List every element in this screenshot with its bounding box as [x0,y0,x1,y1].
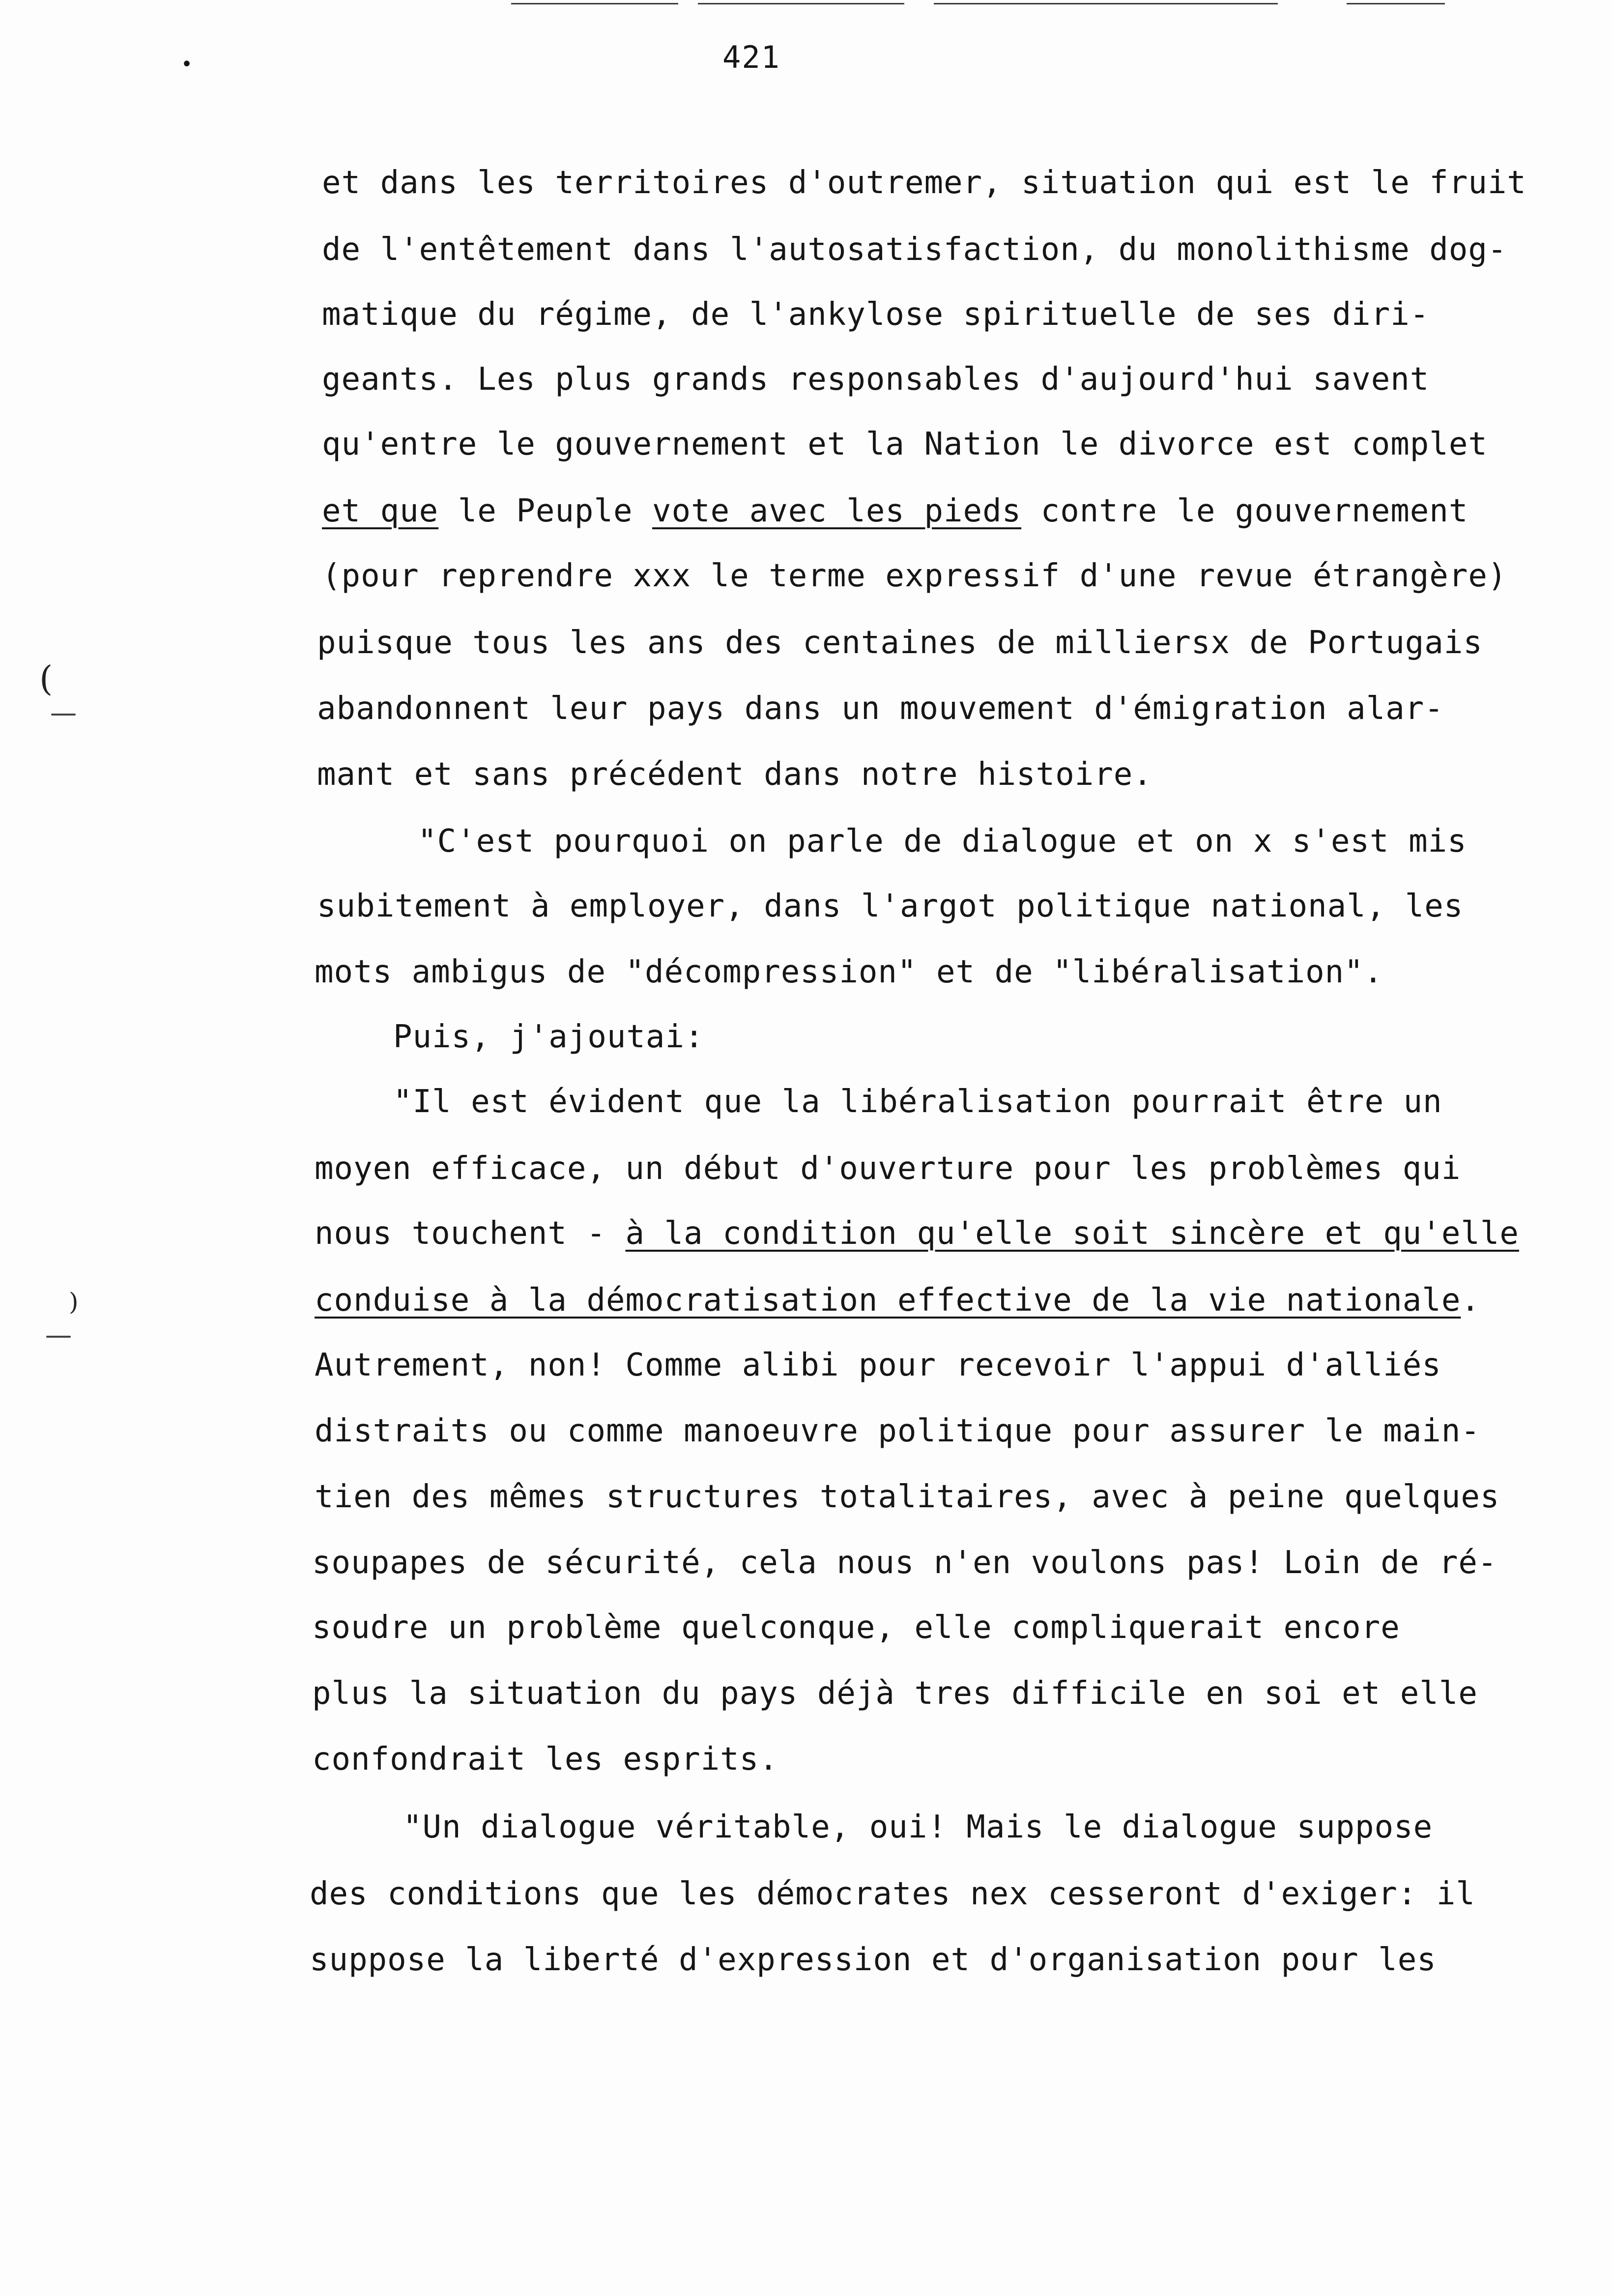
text-line: "Il est évident que la libéralisation pourrait être un [393,1084,1442,1120]
margin-tick-lower [46,1336,71,1338]
text-segment: contre le gouvernement [1021,493,1468,529]
text-line: abandonnent leur pays dans un mouvement d'émigration alar- [317,690,1444,727]
text-line: soupapes de sécurité, cela nous n'en voulons pas! Loin de ré- [312,1545,1497,1581]
text-line: puisque tous les ans des centaines de milliersx de Portugais [317,625,1483,661]
margin-mark-upper: ( [39,659,53,699]
text-line: confondrait les esprits. [312,1741,778,1778]
page-number: 421 [722,39,780,75]
margin-mark-lower: ) [69,1288,79,1316]
text-line: tien des mêmes structures totalitaires, avec à peine quelques [315,1479,1500,1515]
text-segment: le Peuple [438,493,653,529]
underlined-text: à la condition qu'elle soit sincère et qu'elle [625,1215,1519,1252]
text-line: et dans les territoires d'outremer, situation qui est le fruit [322,165,1526,201]
margin-tick-upper [51,714,76,716]
text-line [315,1215,1519,1252]
text-segment: nous touchent - [315,1215,626,1252]
text-line: mant et sans précédent dans notre histoire. [317,756,1152,793]
text-segment: . [1461,1282,1480,1319]
text-line: Autrement, non! Comme alibi pour recevoir l'appui d'alliés [315,1347,1441,1383]
top-rule [511,3,678,4]
text-line: mots ambigus de "décompression" et de "libéralisation". [315,954,1383,990]
top-rule [934,3,1278,4]
text-line: distraits ou comme manoeuvre politique pour assurer le main- [315,1413,1480,1449]
underlined-text: conduise à la démocratisation effective de la vie nationale [315,1282,1461,1319]
text-line [315,1282,1480,1319]
underlined-text: et que [322,493,439,529]
text-line: suppose la liberté d'expression et d'organisation pour les [310,1942,1437,1978]
text-line: "Un dialogue véritable, oui! Mais le dialogue suppose [403,1809,1433,1845]
underlined-text: vote avec les pieds [652,493,1022,529]
text-line: des conditions que les démocrates nex cesseront d'exiger: il [310,1876,1475,1912]
text-line: plus la situation du pays déjà tres difficile en soi et elle [312,1675,1478,1712]
text-line [322,495,1468,527]
text-line: "C'est pourquoi on parle de dialogue et on x s'est mis [418,823,1467,860]
text-line: de l'entêtement dans l'autosatisfaction, du monolithisme dog- [322,231,1507,268]
text-line: qu'entre le gouvernement et la Nation le divorce est complet [322,426,1488,462]
text-line: (pour reprendre xxx le terme expressif d'une revue étrangère) [322,558,1507,594]
text-line: Puis, j'ajoutai: [393,1019,704,1055]
margin-bullet: • [181,53,193,76]
top-rule [698,3,904,4]
top-rule [1347,3,1445,4]
text-line: soudre un problème quelconque, elle compliquerait encore [312,1609,1400,1646]
text-line: matique du régime, de l'ankylose spirituelle de ses diri- [322,296,1430,333]
text-line: moyen efficace, un début d'ouverture pour les problèmes qui [315,1150,1461,1187]
text-line: subitement à employer, dans l'argot politique national, les [317,888,1464,924]
text-line: geants. Les plus grands responsables d'aujourd'hui savent [322,361,1430,398]
